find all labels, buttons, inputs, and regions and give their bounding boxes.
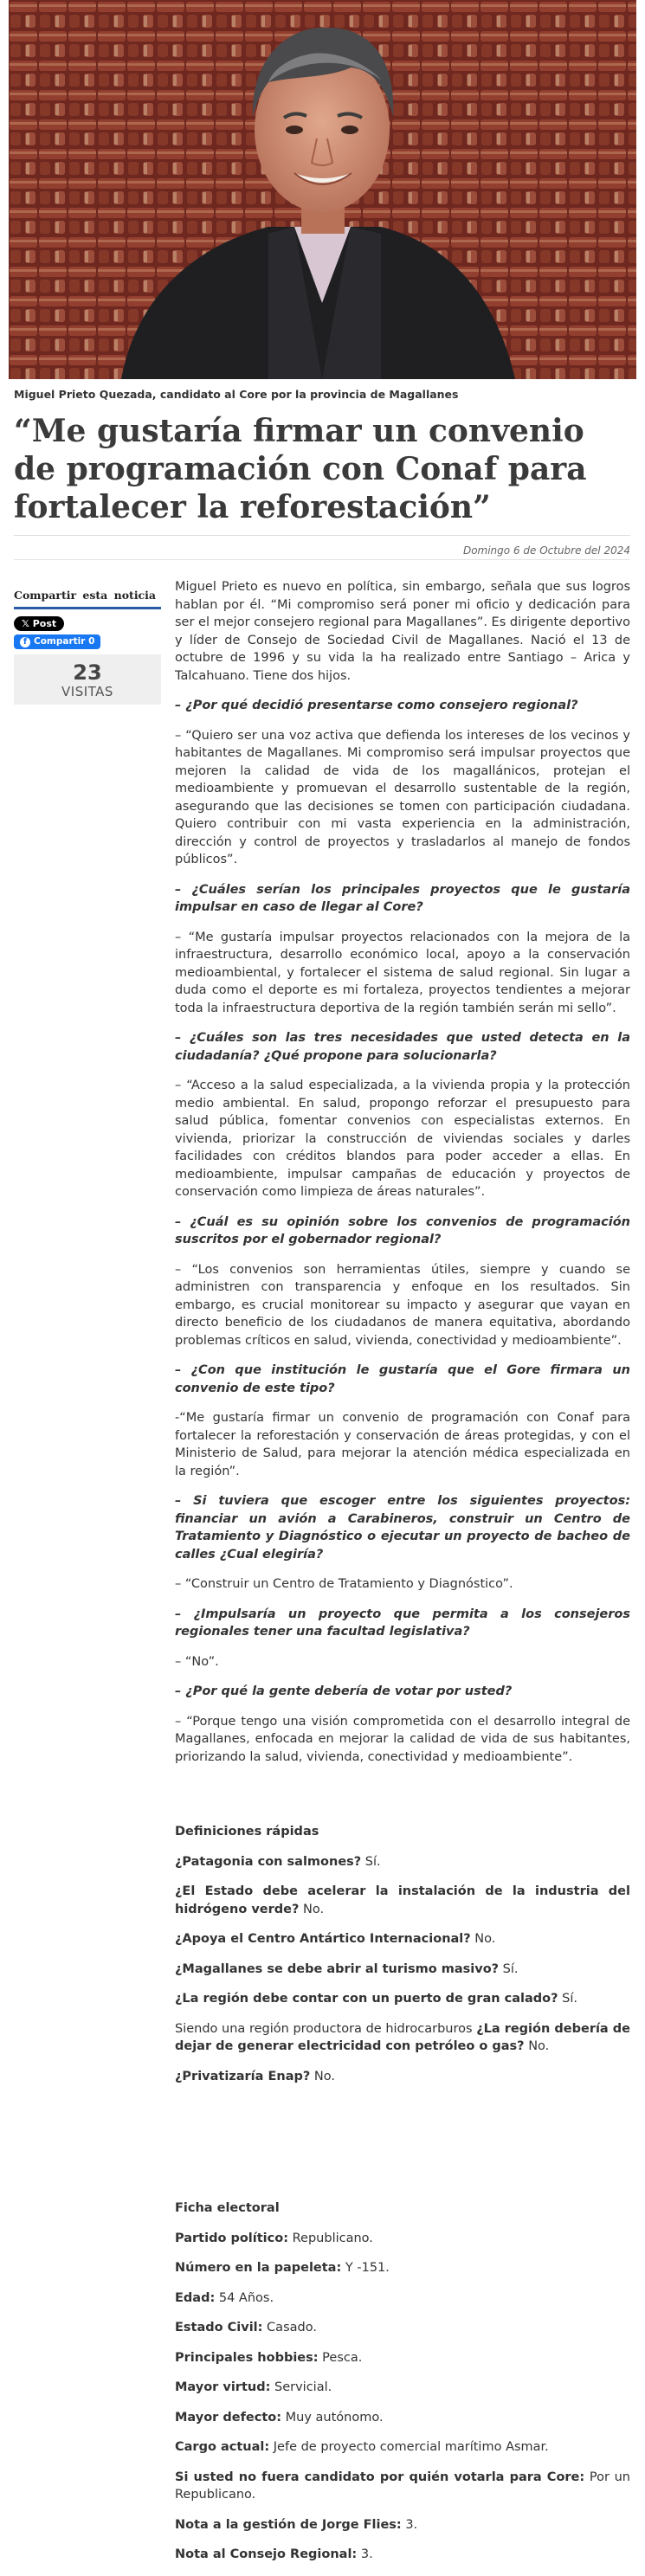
electoral-sheet-item — [175, 2546, 630, 2564]
interview-answer: – “Quiero ser una voz activa que defienda los intereses de los vecinos y habitantes de Magallanes. Mi compromiso será impulsar proyectos que mejoren la calidad de vida de los magallánicos, protejan el medioambiente y promuevan el desarrollo sustentable de la región, asegurando que las decisiones se tomen con participación ciudadana. Quiero contribuir con mi vasta experiencia en la administración, dirección y control de proyectos y trasladarlos al manejo de fondos públicos”. — [175, 728, 630, 866]
interview-question: – Si tuviera que escoger entre los siguientes proyectos: financiar un avión a Carabineros, construir un Centro de Tratamiento y Diagnóstico o ejecutar un proyecto de bacheo de calles ¿Cual elegiría? — [175, 1494, 630, 1562]
electoral-sheet-value: Muy autónomo. — [281, 2410, 384, 2425]
electoral-sheet-label: Mayor defecto: — [175, 2410, 282, 2425]
electoral-sheet-label: Nota a la gestión de Jorge Flies: — [175, 2517, 402, 2532]
quick-definition-question: ¿Privatizaría Enap? — [175, 2069, 311, 2083]
quick-definition-answer: No. — [299, 1902, 325, 1916]
interview-answer: -“Me gustaría firmar un convenio de programación con Conaf para fortalecer la reforestación y conservación de áreas protegidas, y con el Ministerio de Salud, para mejorar la atención médica especializada en la región”. — [175, 1411, 630, 1478]
quick-definition-answer: Sí. — [361, 1854, 381, 1869]
facebook-share-label: Compartir 0 — [34, 636, 95, 647]
electoral-sheet-item — [175, 2289, 630, 2308]
interview-question: – ¿Cuáles son las tres necesidades que usted detecta en la ciudadanía? ¿Qué propone para solucionarla? — [175, 1031, 630, 1063]
quick-definition-answer: No. — [524, 2039, 550, 2053]
quick-definition-question: ¿El Estado debe acelerar la instalación de la industria del hidrógeno verde? — [175, 1884, 630, 1916]
electoral-sheet-item — [175, 2469, 630, 2504]
interview-qa — [175, 697, 630, 1766]
publish-date: Domingo 6 de Octubre del 2024 — [14, 535, 630, 557]
visits-label: VISITAS — [61, 684, 113, 699]
image-caption: Miguel Prieto Quezada, candidato al Core por la provincia de Magallanes — [14, 388, 459, 401]
electoral-sheet-item — [175, 2516, 630, 2534]
interview-answer: – “No”. — [175, 1654, 219, 1669]
electoral-sheet-label: Edad: — [175, 2290, 216, 2305]
electoral-sheet-label: Estado Civil: — [175, 2321, 263, 2334]
electoral-sheet-label: Si usted no fuera candidato por quién votarla para Core: — [175, 2470, 585, 2484]
facebook-share-button[interactable] — [14, 634, 100, 649]
article-body — [175, 578, 630, 2576]
quick-definition-item — [175, 1930, 630, 1948]
headline: “Me gustaría firmar un convenio de programación con Conaf para fortalecer la reforestación” — [14, 413, 587, 525]
quick-definition-intro: Siendo una región productora de hidrocarburos — [175, 2021, 477, 2036]
electoral-sheet-label: Principales hobbies: — [175, 2350, 319, 2365]
quick-definition-question: ¿La región debería de dejar de generar electricidad con petróleo o gas? — [175, 2021, 631, 2053]
interview-question: – ¿Con que institución le gustaría que el Gore firmara un convenio de este tipo? — [175, 1363, 630, 1395]
interview-answer: – “Los convenios son herramientas útiles, siempre y cuando se administren con transparencia y enfoque en los resultados. Sin embargo, es crucial monitorear su impacto y asegurar que vayan en directo beneficio de los ciudadanos de manera equitativa, abordando problemas críticos en salud, vivienda, conectividad y medioambiente”. — [175, 1262, 630, 1348]
x-post-button[interactable] — [14, 616, 64, 631]
quick-definition-item — [175, 2020, 630, 2056]
quick-definition-item — [175, 1853, 630, 1871]
electoral-sheet-value: 3. — [401, 2517, 418, 2532]
interview-answer: – “Acceso a la salud especializada, a la vivienda propia y la protección medio ambiental. En salud, propongo reforzar el presupuesto para salud pública, fomentar convenios con especialistas externos. En vivienda, priorizar la construcción de viviendas sociales y darles facilidades con créditos blandos para poder acceder a ellas. En medioambiente, impulsar campañas de educación y proyectos de conservación como limpieza de áreas naturales”. — [175, 1079, 630, 1199]
electoral-sheet-value: Por un Republicano. — [175, 2470, 630, 2502]
facebook-icon: f — [20, 637, 30, 647]
electoral-sheet-value: Pesca. — [318, 2350, 363, 2365]
share-title: Compartir esta noticia — [14, 589, 161, 609]
electoral-sheet-label: Cargo actual: — [175, 2440, 270, 2454]
interview-question: – ¿Por qué la gente debería de votar por usted? — [175, 1684, 513, 1698]
divider — [14, 559, 630, 560]
quick-definition-item — [175, 1961, 630, 1979]
interview-question: – ¿Cuál es su opinión sobre los convenios de programación suscritos por el gobernador regional? — [175, 1214, 630, 1246]
electoral-sheet-item — [175, 2259, 630, 2277]
quick-definition-item — [175, 1990, 630, 2008]
electoral-sheet-value: Republicano. — [288, 2231, 373, 2245]
intro-paragraph: Miguel Prieto es nuevo en política, sin embargo, señala que sus logros hablan por él. “Mi compromiso será poner mi oficio y dedicación para ser el mejor consejero regional para Magallanes”. Es dirigente deportivo y líder de Consejo de Sociedad Civil de Magallanes. Nació el 13 de octubre de 1996 y su vida la ha realizado entre Santiago – Arica y Talcahuano. Tiene dos hijos. — [175, 580, 630, 683]
electoral-sheet-title: Ficha electoral — [175, 2201, 280, 2215]
electoral-sheet-label: Nota al Consejo Regional: — [175, 2547, 358, 2561]
quick-definition-answer: Sí. — [499, 1961, 519, 1976]
quick-definition-answer: No. — [310, 2069, 335, 2083]
quick-definition-item — [175, 1883, 630, 1918]
electoral-sheet-item — [175, 2230, 630, 2248]
visits-counter — [14, 654, 161, 705]
quick-definition-answer: Sí. — [558, 1992, 577, 2006]
electoral-sheet-value: 54 Años. — [215, 2290, 274, 2305]
electoral-sheet-item — [175, 2438, 630, 2457]
electoral-sheet-value: Casado. — [262, 2321, 317, 2334]
quick-definition-item — [175, 2068, 630, 2086]
interview-answer: – “Porque tengo una visión comprometida con el desarrollo integral de Magallanes, enfocada en mejorar la calidad de vida de sus habitantes, priorizando la salud, vivienda, conectividad y medioambiente”. — [175, 1714, 630, 1764]
candidate-photo — [9, 0, 636, 379]
x-post-label: Post — [32, 618, 57, 629]
quick-definitions-title: Definiciones rápidas — [175, 1825, 319, 1839]
electoral-sheet-value: Y -151. — [341, 2261, 390, 2275]
quick-definition-question: ¿Patagonia con salmones? — [175, 1854, 362, 1869]
electoral-sheet-value: Jefe de proyecto comercial marítimo Asmar. — [269, 2440, 549, 2454]
interview-answer: – “Construir un Centro de Tratamiento y Diagnóstico”. — [175, 1577, 513, 1591]
x-logo-icon: 𝕏 — [22, 618, 33, 629]
quick-definition-question: ¿Magallanes se debe abrir al turismo masivo? — [175, 1961, 500, 1976]
electoral-sheet-value: Servicial. — [270, 2380, 332, 2394]
electoral-sheet-label: Partido político: — [175, 2231, 289, 2245]
electoral-sheet-item — [175, 2319, 630, 2337]
interview-answer: – “Me gustaría impulsar proyectos relacionados con la mejora de la infraestructura, desarrollo económico local, apoyo a la conservación medioambiental, y fortalecer el sistema de salud regional. Sin lugar a duda como el deporte es mi fortaleza, proyectos tendientes a mejorar toda la infraestructura deportiva de la región también serán mi sello”. — [175, 930, 630, 1015]
electoral-sheet-label: Número en la papeleta: — [175, 2261, 342, 2275]
interview-question: – ¿Impulsaría un proyecto que permita a los consejeros regionales tener una facultad legislativa? — [175, 1607, 630, 1639]
electoral-sheet-item — [175, 2349, 630, 2367]
quick-definition-answer: No. — [470, 1932, 496, 1946]
quick-definitions — [175, 1853, 630, 2086]
electoral-sheet — [175, 2230, 630, 2564]
electoral-sheet-item — [175, 2409, 630, 2427]
interview-question: – ¿Por qué decidió presentarse como consejero regional? — [175, 699, 578, 712]
electoral-sheet-label: Mayor virtud: — [175, 2380, 271, 2394]
visits-count: 23 — [73, 660, 102, 685]
share-sidebar — [14, 589, 161, 705]
electoral-sheet-value: 3. — [357, 2547, 373, 2561]
quick-definition-question: ¿La región debe contar con un puerto de gran calado? — [175, 1992, 558, 2006]
electoral-sheet-item — [175, 2379, 630, 2397]
quick-definition-question: ¿Apoya el Centro Antártico Internacional? — [175, 1932, 471, 1946]
interview-question: – ¿Cuáles serían los principales proyectos que le gustaría impulsar en caso de llegar al Core? — [175, 882, 630, 914]
